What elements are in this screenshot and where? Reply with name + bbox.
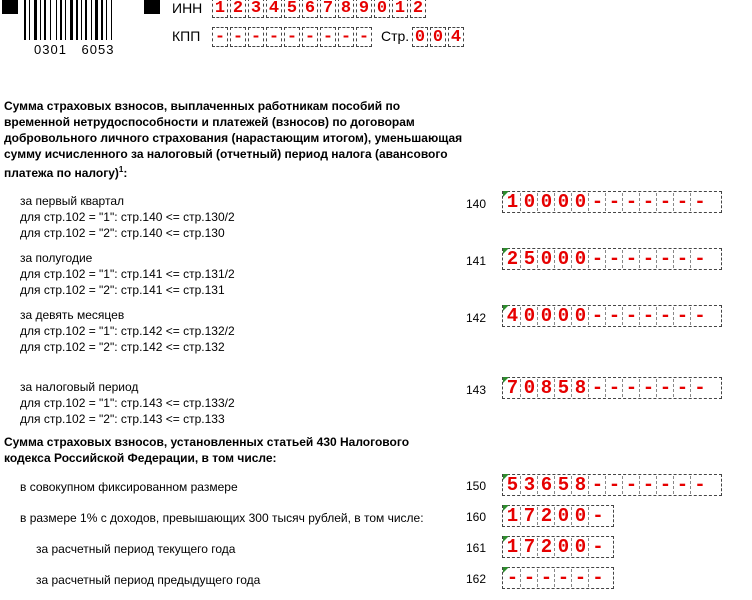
digit-cell: - bbox=[607, 476, 623, 494]
digit-cell: 8 bbox=[573, 476, 589, 494]
digit-cell: - bbox=[590, 476, 606, 494]
row-label: за девять месяцев bbox=[20, 308, 125, 322]
barcode-bar bbox=[81, 0, 82, 40]
digit-cell: - bbox=[320, 27, 336, 47]
barcode-bar bbox=[50, 0, 51, 40]
digit-cell: 0 bbox=[573, 250, 589, 268]
digit-cell: - bbox=[573, 569, 589, 587]
digit-cell: - bbox=[302, 27, 318, 47]
digit-cell: 7 bbox=[522, 507, 538, 525]
field-corner-mark-icon bbox=[503, 305, 509, 311]
row-code: 142 bbox=[466, 311, 487, 325]
digit-cell: - bbox=[522, 569, 538, 587]
digit-cell: 0 bbox=[539, 250, 555, 268]
amount-field[interactable] bbox=[502, 567, 614, 589]
digit-cell: - bbox=[692, 250, 708, 268]
row-note: для стр.102 = "1": стр.142 <= стр.132/2 bbox=[20, 324, 235, 338]
page-number-field[interactable] bbox=[412, 27, 466, 47]
digit-cell: 3 bbox=[522, 476, 538, 494]
digit-cell: - bbox=[539, 569, 555, 587]
digit-cell: - bbox=[590, 379, 606, 397]
digit-cell: 1 bbox=[505, 538, 521, 556]
digit-cell: - bbox=[338, 27, 354, 47]
digit-cell: 0 bbox=[573, 307, 589, 325]
amount-field[interactable] bbox=[502, 505, 614, 527]
digit-cell: 2 bbox=[230, 0, 246, 18]
digit-cell: - bbox=[692, 193, 708, 211]
digit-cell: - bbox=[266, 27, 282, 47]
digit-cell: - bbox=[692, 379, 708, 397]
row-code: 140 bbox=[466, 197, 487, 211]
digit-cell: 2 bbox=[410, 0, 426, 18]
inn-field[interactable] bbox=[212, 0, 428, 18]
amount-field[interactable] bbox=[502, 191, 722, 213]
digit-cell: - bbox=[505, 569, 521, 587]
digit-cell: 2 bbox=[539, 507, 555, 525]
digit-cell: 7 bbox=[320, 0, 336, 18]
digit-cell: - bbox=[641, 250, 657, 268]
amount-field[interactable] bbox=[502, 305, 722, 327]
digit-cell: - bbox=[356, 27, 372, 47]
amount-field[interactable] bbox=[502, 248, 722, 270]
corner-marker-right bbox=[144, 0, 160, 14]
row-label: в совокупном фиксированном размере bbox=[20, 480, 238, 494]
digit-cell: 0 bbox=[573, 507, 589, 525]
row-label: за налоговый период bbox=[20, 380, 139, 394]
digit-cell: 0 bbox=[573, 193, 589, 211]
digit-cell: - bbox=[624, 379, 640, 397]
amount-field[interactable] bbox=[502, 536, 614, 558]
digit-cell: 7 bbox=[505, 379, 521, 397]
row-code: 162 bbox=[466, 572, 487, 586]
barcode-bar bbox=[56, 0, 57, 40]
digit-cell: 0 bbox=[556, 307, 572, 325]
digit-cell: 6 bbox=[539, 476, 555, 494]
barcode-bar bbox=[76, 0, 78, 40]
row-note: для стр.102 = "2": стр.142 <= стр.132 bbox=[20, 340, 225, 354]
digit-cell: - bbox=[624, 193, 640, 211]
inn-label: ИНН bbox=[172, 0, 203, 16]
row-note: для стр.102 = "1": стр.140 <= стр.130/2 bbox=[20, 210, 235, 224]
field-corner-mark-icon bbox=[503, 191, 509, 197]
digit-cell: 0 bbox=[374, 0, 390, 18]
digit-cell: - bbox=[590, 538, 606, 556]
row-note: для стр.102 = "1": стр.141 <= стр.131/2 bbox=[20, 267, 235, 281]
digit-cell: 8 bbox=[338, 0, 354, 18]
row-code: 160 bbox=[466, 510, 487, 524]
row-note: для стр.102 = "2": стр.143 <= стр.133 bbox=[20, 412, 225, 426]
digit-cell: 0 bbox=[556, 538, 572, 556]
field-corner-mark-icon bbox=[503, 536, 509, 542]
row-label: за первый квартал bbox=[20, 194, 125, 208]
digit-cell: - bbox=[556, 569, 572, 587]
field-corner-mark-icon bbox=[503, 567, 509, 573]
digit-cell: 6 bbox=[302, 0, 318, 18]
barcode-number bbox=[34, 42, 114, 57]
digit-cell: 1 bbox=[212, 0, 228, 18]
digit-cell: - bbox=[692, 307, 708, 325]
digit-cell: 2 bbox=[539, 538, 555, 556]
digit-cell: - bbox=[675, 250, 691, 268]
digit-cell: 4 bbox=[505, 307, 521, 325]
page-label: Стр. bbox=[381, 28, 410, 44]
section1-title: Сумма страховых взносов, выплаченных работникам пособий по временной нетрудоспособности и платежей (взносов) по договорам добровольного личного страхования (нарастающим итогом), уменьшающая сумму исчисленного за налоговый (отчетный) период налога (авансового платежа по налогу)$^1$: bbox=[4, 99, 463, 180]
section1-title-text: Сумма страховых взносов, выплаченных работникам пособий по временной нетрудоспособности и платежей (взносов) по договорам добровольного личного страхования (нарастающим итогом), уменьшающая сумму исчисленного за налоговый (отчетный) период налога (авансового платежа по налогу) bbox=[4, 99, 463, 180]
digit-cell: 0 bbox=[556, 250, 572, 268]
digit-cell: - bbox=[675, 476, 691, 494]
footnote-mark: 1 bbox=[118, 165, 124, 174]
row-code: 141 bbox=[466, 254, 487, 268]
digit-cell: 2 bbox=[505, 250, 521, 268]
digit-cell: 0 bbox=[430, 27, 446, 47]
digit-cell: 0 bbox=[522, 379, 538, 397]
corner-marker-left bbox=[2, 0, 18, 14]
amount-field[interactable] bbox=[502, 377, 722, 399]
amount-field[interactable] bbox=[502, 474, 722, 496]
digit-cell: 5 bbox=[522, 250, 538, 268]
digit-cell: 5 bbox=[556, 379, 572, 397]
digit-cell: - bbox=[692, 476, 708, 494]
barcode-bar bbox=[70, 0, 73, 40]
digit-cell: - bbox=[590, 307, 606, 325]
digit-cell: - bbox=[658, 193, 674, 211]
digit-cell: - bbox=[624, 250, 640, 268]
digit-cell: 0 bbox=[556, 507, 572, 525]
barcode-bar bbox=[44, 0, 46, 40]
digit-cell: - bbox=[607, 250, 623, 268]
digit-cell: 9 bbox=[356, 0, 372, 18]
barcode-bar bbox=[91, 0, 92, 40]
field-corner-mark-icon bbox=[503, 474, 509, 480]
digit-cell: - bbox=[248, 27, 264, 47]
field-corner-mark-icon bbox=[503, 377, 509, 383]
barcode-bar bbox=[34, 0, 37, 40]
digit-cell: 0 bbox=[573, 538, 589, 556]
digit-cell: - bbox=[607, 193, 623, 211]
digit-cell: 0 bbox=[556, 193, 572, 211]
digit-cell: 5 bbox=[505, 476, 521, 494]
row-label: в размере 1% с доходов, превышающих 300 тысяч рублей, в том числе: bbox=[20, 511, 424, 525]
digit-cell: 5 bbox=[556, 476, 572, 494]
digit-cell: 4 bbox=[448, 27, 464, 47]
barcode-bar bbox=[111, 0, 112, 40]
digit-cell: - bbox=[641, 379, 657, 397]
row-label: за расчетный период предыдущего года bbox=[36, 573, 261, 587]
kpp-field[interactable] bbox=[212, 27, 374, 47]
barcode-bar bbox=[60, 0, 62, 40]
digit-cell: 1 bbox=[505, 193, 521, 211]
digit-cell: - bbox=[284, 27, 300, 47]
digit-cell: - bbox=[607, 379, 623, 397]
digit-cell: 0 bbox=[539, 307, 555, 325]
digit-cell: - bbox=[658, 250, 674, 268]
digit-cell: 7 bbox=[522, 538, 538, 556]
row-code: 150 bbox=[466, 479, 487, 493]
section2-title: Сумма страховых взносов, установленных статьей 430 Налогового кодекса Российской Федерации, в том числе: bbox=[4, 435, 410, 465]
digit-cell: - bbox=[641, 307, 657, 325]
barcode-bar bbox=[95, 0, 98, 40]
digit-cell: 0 bbox=[539, 193, 555, 211]
barcode-number-right: 6053 bbox=[81, 42, 115, 57]
digit-cell: - bbox=[641, 476, 657, 494]
row-code: 143 bbox=[466, 383, 487, 397]
digit-cell: 8 bbox=[539, 379, 555, 397]
digit-cell: - bbox=[658, 379, 674, 397]
digit-cell: 0 bbox=[412, 27, 428, 47]
digit-cell: - bbox=[590, 507, 606, 525]
digit-cell: - bbox=[658, 307, 674, 325]
barcode-bar bbox=[24, 0, 26, 40]
barcode-bar bbox=[40, 0, 41, 40]
barcode-bar bbox=[106, 0, 107, 40]
digit-cell: 1 bbox=[392, 0, 408, 18]
digit-cell: - bbox=[675, 307, 691, 325]
digit-cell: - bbox=[675, 379, 691, 397]
digit-cell: - bbox=[230, 27, 246, 47]
row-note: для стр.102 = "2": стр.140 <= стр.130 bbox=[20, 226, 225, 240]
digit-cell: - bbox=[590, 193, 606, 211]
row-note: для стр.102 = "2": стр.141 <= стр.131 bbox=[20, 283, 225, 297]
row-code: 161 bbox=[466, 541, 487, 555]
row-label: за расчетный период текущего года bbox=[36, 542, 236, 556]
digit-cell: 0 bbox=[522, 307, 538, 325]
digit-cell: - bbox=[607, 307, 623, 325]
barcode-bar bbox=[29, 0, 30, 40]
row-label: за полугодие bbox=[20, 251, 93, 265]
digit-cell: 1 bbox=[505, 507, 521, 525]
barcode-bar bbox=[85, 0, 87, 40]
field-corner-mark-icon bbox=[503, 505, 509, 511]
kpp-label: КПП bbox=[172, 28, 201, 44]
barcode-number-left: 0301 bbox=[34, 42, 67, 57]
row-note: для стр.102 = "1": стр.143 <= стр.133/2 bbox=[20, 396, 235, 410]
digit-cell: - bbox=[658, 476, 674, 494]
digit-cell: 8 bbox=[573, 379, 589, 397]
barcode-bar bbox=[65, 0, 66, 40]
barcode-bar bbox=[101, 0, 103, 40]
digit-cell: - bbox=[212, 27, 228, 47]
digit-cell: - bbox=[675, 193, 691, 211]
field-corner-mark-icon bbox=[503, 248, 509, 254]
digit-cell: 3 bbox=[248, 0, 264, 18]
digit-cell: 4 bbox=[266, 0, 282, 18]
digit-cell: - bbox=[624, 307, 640, 325]
digit-cell: - bbox=[624, 476, 640, 494]
digit-cell: 0 bbox=[522, 193, 538, 211]
digit-cell: 5 bbox=[284, 0, 300, 18]
digit-cell: - bbox=[590, 569, 606, 587]
digit-cell: - bbox=[641, 193, 657, 211]
digit-cell: - bbox=[590, 250, 606, 268]
